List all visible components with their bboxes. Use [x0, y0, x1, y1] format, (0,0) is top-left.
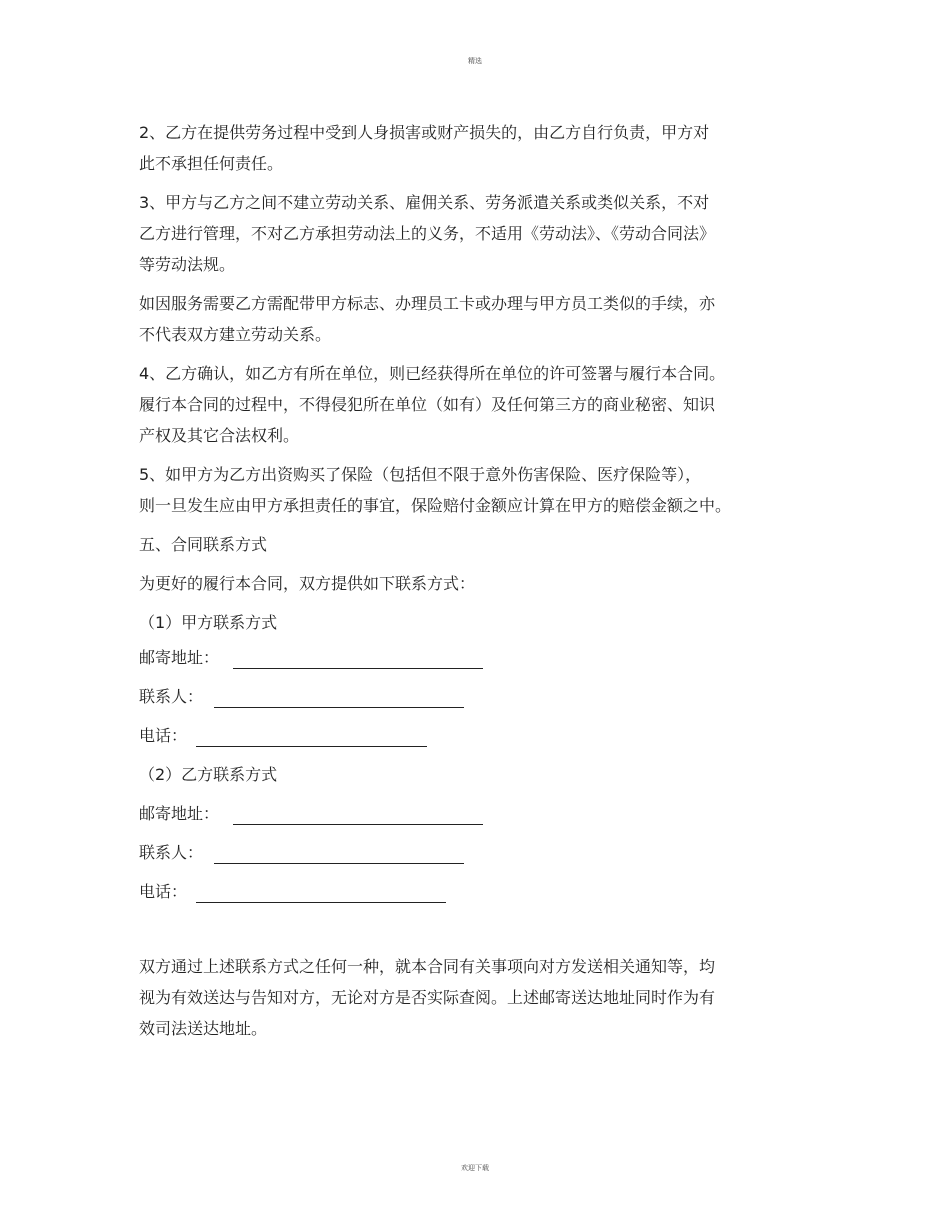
- contact-label: 联系人：: [139, 687, 204, 706]
- paragraph-line: 产权及其它合法权利。: [139, 426, 300, 445]
- contact-label: 联系人：: [139, 843, 204, 862]
- page-header: 精选: [468, 57, 482, 65]
- address-label: 邮寄地址：: [139, 648, 220, 667]
- paragraph-line: 履行本合同的过程中，不得侵犯所在单位（如有）及任何第三方的商业秘密、知识: [139, 395, 716, 414]
- paragraph-line: 则一旦发生应由甲方承担责任的事宜，保险赔付金额应计算在甲方的赔偿金额之中。: [139, 496, 732, 515]
- paragraph-line: 如因服务需要乙方需配带甲方标志、办理员工卡或办理与甲方员工类似的手续，亦: [139, 294, 716, 313]
- section-title: 五、合同联系方式: [139, 535, 268, 554]
- section-intro: 为更好的履行本合同，双方提供如下联系方式：: [139, 574, 476, 593]
- address-label: 邮寄地址：: [139, 804, 220, 823]
- contract-body: [139, 117, 789, 1044]
- address-blank[interactable]: [233, 824, 483, 825]
- contact-blank[interactable]: [214, 863, 464, 864]
- party-a-contact-field[interactable]: [139, 677, 789, 716]
- party-b-contact-field[interactable]: [139, 833, 789, 872]
- party-a-phone-field[interactable]: [139, 716, 789, 755]
- paragraph-line: 不代表双方建立劳动关系。: [139, 325, 332, 344]
- paragraph-line: 等劳动法规。: [139, 255, 236, 274]
- paragraph-line: 此不承担任何责任。: [139, 154, 284, 173]
- paragraph-line: 5、如甲方为乙方出资购买了保险（包括但不限于意外伤害保险、医疗保险等），: [139, 465, 702, 484]
- paragraph-line: 3、甲方与乙方之间不建立劳动关系、雇佣关系、劳务派遣关系或类似关系，不对: [139, 193, 710, 212]
- phone-label: 电话：: [139, 726, 188, 745]
- paragraph-line: 2、乙方在提供劳务过程中受到人身损害或财产损失的，由乙方自行负责，甲方对: [139, 123, 710, 142]
- phone-blank[interactable]: [196, 746, 427, 747]
- party-a-title: （1）甲方联系方式: [139, 613, 278, 632]
- party-b-phone-field[interactable]: [139, 872, 789, 911]
- party-a-address-field[interactable]: [139, 638, 789, 677]
- page-footer: 欢迎下载: [461, 1164, 489, 1172]
- closing-line: 视为有效送达与告知对方，无论对方是否实际查阅。上述邮寄送达地址同时作为有: [139, 988, 716, 1007]
- contact-blank[interactable]: [214, 707, 464, 708]
- closing-line: 效司法送达地址。: [139, 1019, 268, 1038]
- party-b-title: （2）乙方联系方式: [139, 765, 278, 784]
- party-b-address-field[interactable]: [139, 794, 789, 833]
- paragraph-line: 乙方进行管理，不对乙方承担劳动法上的义务，不适用《劳动法》、《劳动合同法》: [139, 224, 716, 243]
- paragraph-line: 4、乙方确认，如乙方有所在单位，则已经获得所在单位的许可签署与履行本合同。: [139, 364, 726, 383]
- phone-blank[interactable]: [196, 902, 446, 903]
- phone-label: 电话：: [139, 882, 188, 901]
- closing-line: 双方通过上述联系方式之任何一种，就本合同有关事项向对方发送相关通知等，均: [139, 957, 716, 976]
- address-blank[interactable]: [233, 668, 483, 669]
